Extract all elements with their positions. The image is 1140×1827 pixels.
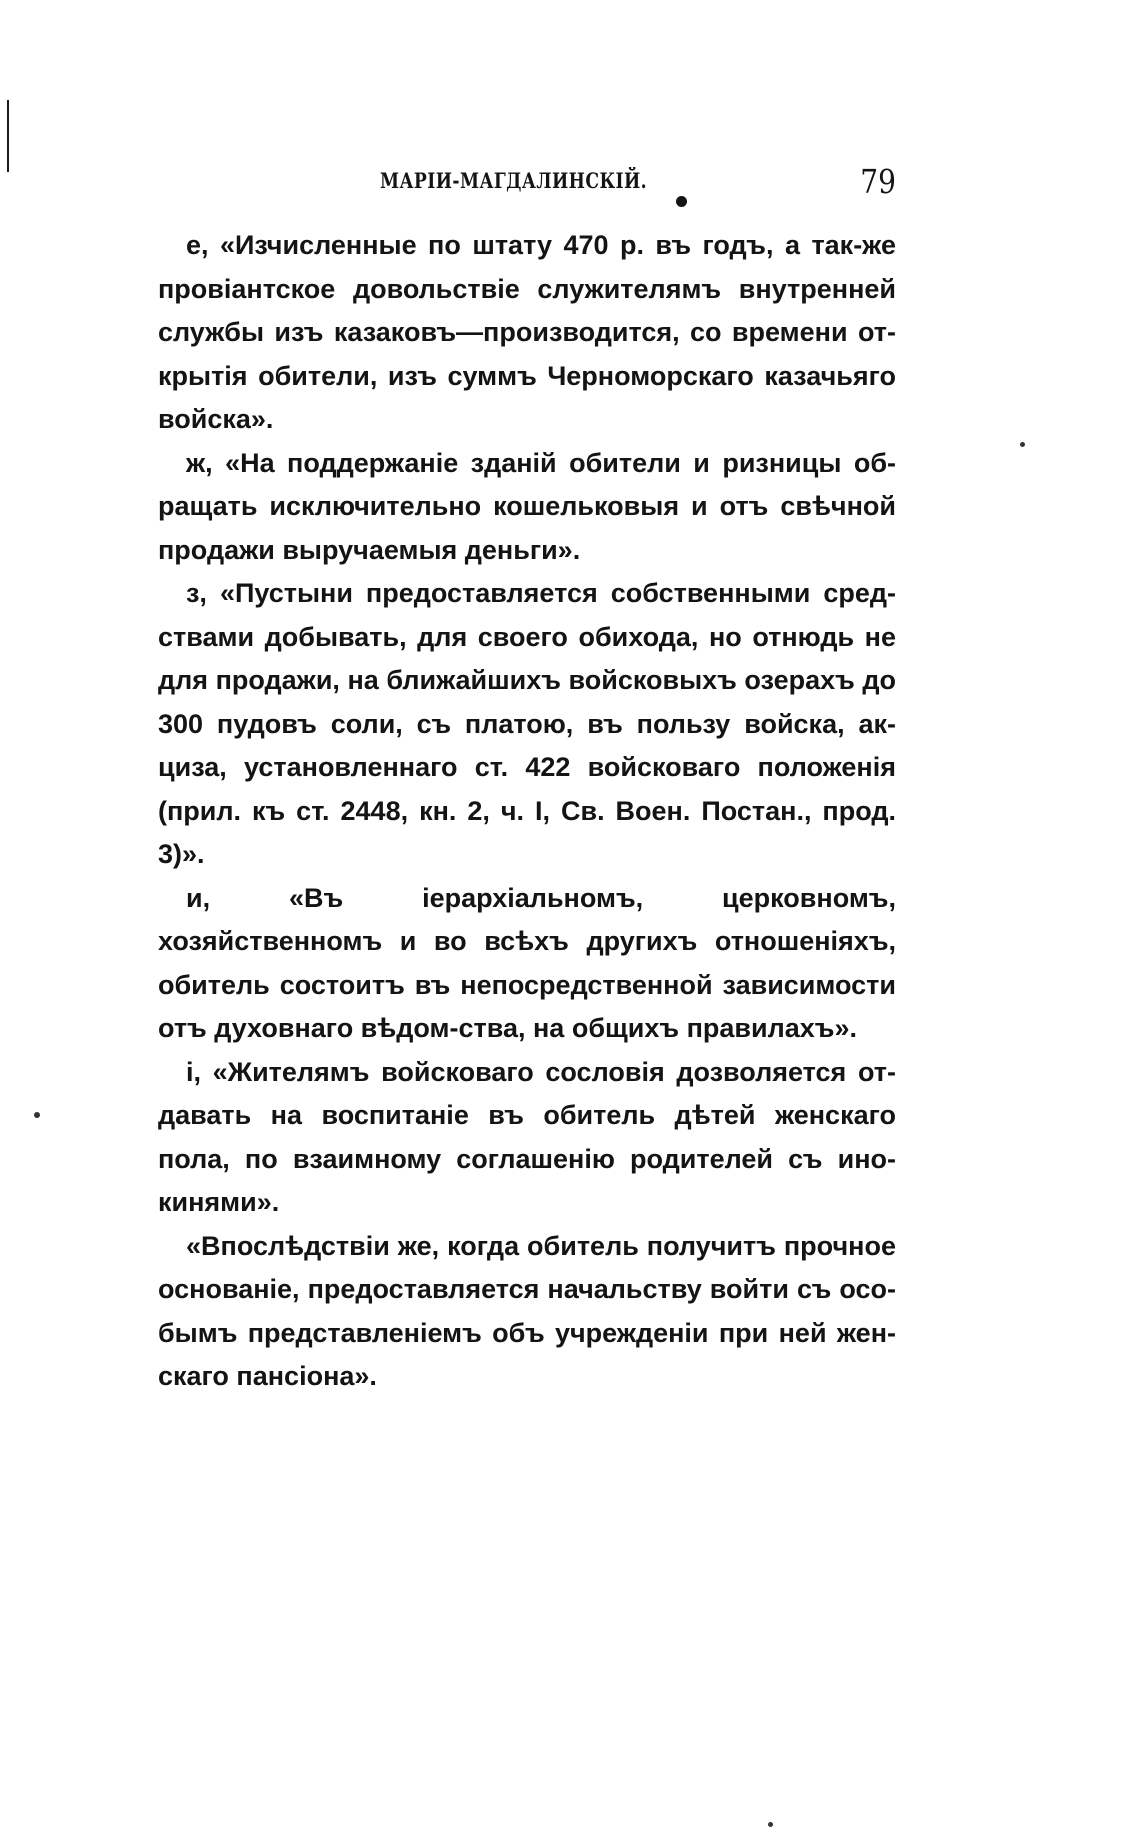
paragraph-z: з, «Пустыни предоставляется собственными сред-ствами добывать, для своего обихода, но отнюдь не для продажи, на ближайшихъ войсковыхъ озерахъ до 300 пудовъ соли, съ платою, въ пользу войска, ак-циза, установленнаго ст. 422 войсковаго положенія (прил. къ ст. 2448, кн. 2, ч. I, Св. Воен. Постан., прод. 3)». bbox=[158, 578, 896, 869]
scan-edge-mark bbox=[7, 100, 9, 172]
paragraph-zh: ж, «На поддержаніе зданій обители и ризницы об-ращать исключительно кошельковыя и отъ свѣчной продажи выручаемыя деньги». bbox=[158, 447, 896, 565]
paragraph-e: е, «Изчисленные по штату 470 р. въ годъ, а так-же провіантское довольствіе служителямъ внутренней службы изъ казаковъ—производится, со времени от-крытія обители, изъ суммъ Черноморскаго казачьяго войска». bbox=[158, 230, 896, 434]
print-speck bbox=[1020, 442, 1025, 447]
text-body bbox=[158, 224, 896, 1399]
print-speck bbox=[768, 1822, 773, 1827]
paragraph-i: и, «Въ іерархіальномъ, церковномъ, хозяйственномъ и во всѣхъ другихъ отношеніяхъ, обитель состоитъ въ непосредственной зависимости отъ духовнаго вѣдом-ства, на общихъ правилахъ». bbox=[158, 882, 896, 1043]
print-speck bbox=[34, 1112, 40, 1118]
page-header bbox=[158, 162, 896, 202]
paragraph-i-decimal: і, «Жителямъ войсковаго сословія дозволяется от-давать на воспитаніе въ обитель дѣтей женскаго пола, по взаимному соглашенію родителей съ ино-кинями». bbox=[158, 1056, 896, 1217]
page-number: 79 bbox=[860, 162, 896, 201]
paragraph-vposledstvii: «Впослѣдствіи же, когда обитель получитъ прочное основаніе, предоставляется начальству войти съ осо-бымъ представленіемъ объ учрежденіи при ней жен-скаго пансіона». bbox=[158, 1230, 896, 1391]
header-dot bbox=[676, 196, 687, 207]
running-head: МАРІИ-МАГДАЛИНСКІЙ. bbox=[380, 168, 648, 193]
